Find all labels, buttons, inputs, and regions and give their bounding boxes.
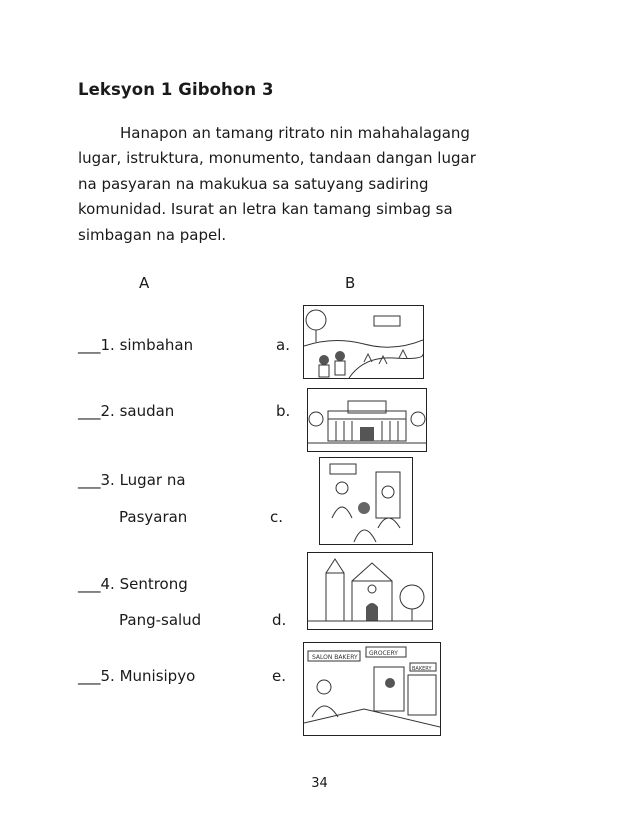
sign-text: GROCERY <box>369 650 398 657</box>
choice-letter-b: b. <box>276 402 291 420</box>
instruction-line: lugar, istruktura, monumento, tandaan dangan lugar <box>78 149 476 168</box>
health-center-icon <box>320 458 412 544</box>
item-4-continued: Pang-salud <box>119 611 202 629</box>
column-a-heading: A <box>139 274 150 292</box>
park-scene-icon <box>304 306 423 378</box>
page-number: 34 <box>311 776 328 791</box>
item-2: ___2. saudan <box>78 402 175 420</box>
building-icon <box>308 389 426 451</box>
lesson-heading: Leksyon 1 Gibohon 3 <box>78 80 274 99</box>
instruction-line: komunidad. Isurat an letra kan tamang simbag sa <box>78 200 453 219</box>
choice-letter-d: d. <box>272 611 287 629</box>
item-4: ___4. Sentrong <box>78 575 188 593</box>
item-3: ___3. Lugar na <box>78 471 186 489</box>
item-1: ___1. simbahan <box>78 336 194 354</box>
store-icon <box>304 643 440 735</box>
church-illustration <box>307 552 433 630</box>
church-icon <box>308 553 432 629</box>
item-3-continued: Pasyaran <box>119 508 188 526</box>
instruction-line: na pasyaran na makukua sa satuyang sadiring <box>78 174 429 193</box>
choice-letter-c: c. <box>270 508 284 526</box>
market-store-illustration <box>303 642 441 736</box>
choice-letter-e: e. <box>272 667 286 685</box>
sign-text: SALON BAKERY <box>312 654 358 661</box>
column-b-heading: B <box>345 274 356 292</box>
municipal-hall-illustration <box>307 388 427 452</box>
instruction-line: Hanapon an tamang ritrato nin mahahalagang <box>120 124 470 142</box>
park-scene-illustration <box>303 305 424 379</box>
sign-text: BAKERY <box>412 666 432 672</box>
item-5: ___5. Munisipyo <box>78 667 196 685</box>
choice-letter-a: a. <box>276 336 290 354</box>
instructions-paragraph <box>78 121 548 248</box>
instruction-line: simbagan na papel. <box>78 225 227 244</box>
health-center-illustration <box>319 457 413 545</box>
